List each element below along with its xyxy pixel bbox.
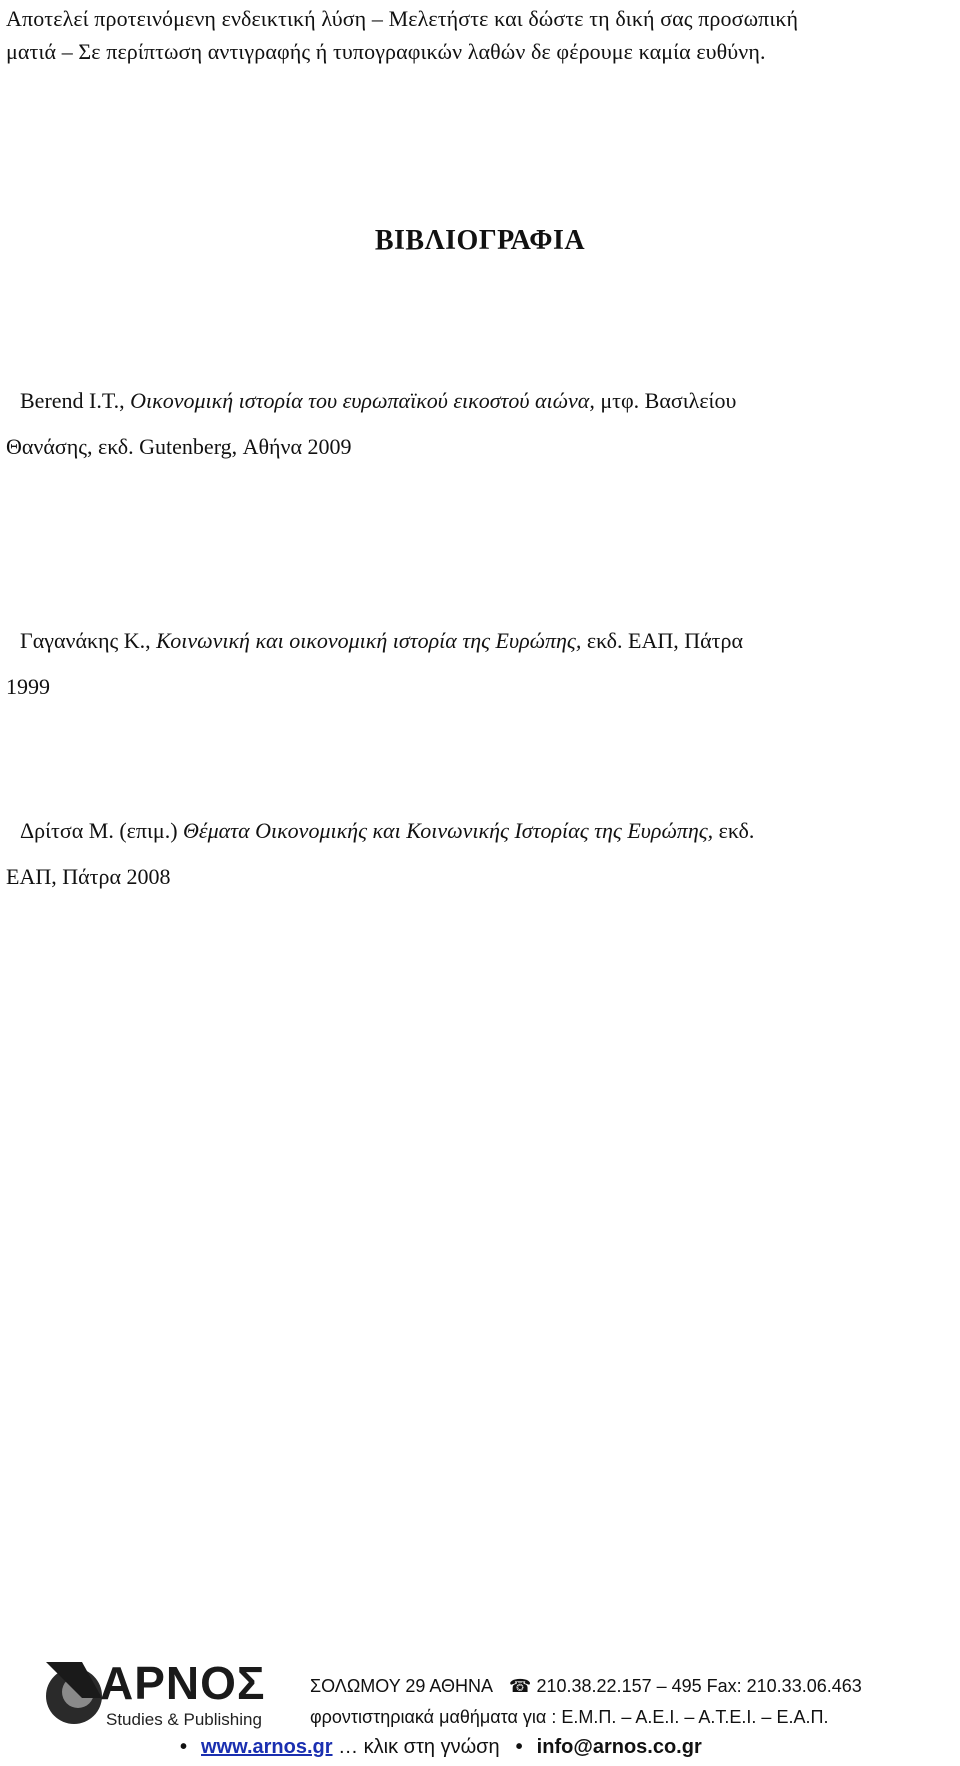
disclaimer-line-2: ματιά – Σε περίπτωση αντιγραφής ή τυπογραφικών λαθών δε φέρουμε καμία ευθύνη. [6,39,766,64]
footer-address: ΣΟΛΩΜΟΥ 29 ΑΘΗΝΑ [310,1676,494,1696]
footer-slogan: … κλικ στη γνώση [332,1736,500,1758]
reference-details: εκδ. [713,818,755,843]
bullet-icon: • [515,1736,523,1758]
reference-details: εκδ. ΕΑΠ, Πάτρα [581,628,744,653]
page-title: ΒΙΒΛΙΟΓΡΑΦΙΑ [374,225,586,256]
reference-details: μτφ. Βασιλείου [594,388,737,413]
reference-author: Γαγανάκης Κ., [20,628,157,653]
reference-2-line-1 [20,618,743,664]
website-link[interactable]: www.arnos.gr [201,1736,333,1758]
footer-contact-line [310,1676,862,1697]
footer-links [180,1736,702,1759]
reference-1-line-1 [20,378,736,424]
reference-3-line-1 [20,808,754,854]
logo-mark-icon [42,1658,106,1726]
reference-work: Οικονομική ιστορία του ευρωπαϊκού εικοστού αιώνα, [130,388,595,413]
bullet-icon: • [180,1736,188,1758]
reference-work: Κοινωνική και οικονομική ιστορία της Ευρώπης, [156,628,582,653]
footer-courses: φροντιστηριακά μαθήματα για : Ε.Μ.Π. – Α.Ε.Ι. – Α.Τ.Ε.Ι. – Ε.Α.Π. [310,1707,829,1727]
logo-wordmark: ΑΡΝΟΣ [100,1657,266,1709]
reference-2-line-2: 1999 [6,674,50,699]
disclaimer-line-1: Αποτελεί προτεινόμενη ενδεικτική λύση – Μελετήστε και δώστε τη δική σας προσωπική [6,6,799,31]
reference-work: Θέματα Οικονομικής και Κοινωνικής Ιστορίας της Ευρώπης, [183,818,714,843]
email-link[interactable]: info@arnos.co.gr [536,1736,702,1758]
reference-3-line-2: ΕΑΠ, Πάτρα 2008 [6,864,171,889]
reference-author: Δρίτσα Μ. (επιμ.) [20,818,184,843]
footer-phone: 210.38.22.157 – 495 Fax: 210.33.06.463 [536,1676,862,1696]
reference-author: Berend I.T., [20,388,131,413]
reference-1-line-2: Θανάσης, εκδ. Gutenberg, Αθήνα 2009 [6,434,352,459]
phone-icon: ☎ [509,1676,532,1696]
disclaimer [6,2,946,68]
logo-subtitle: Studies & Publishing [106,1710,262,1729]
